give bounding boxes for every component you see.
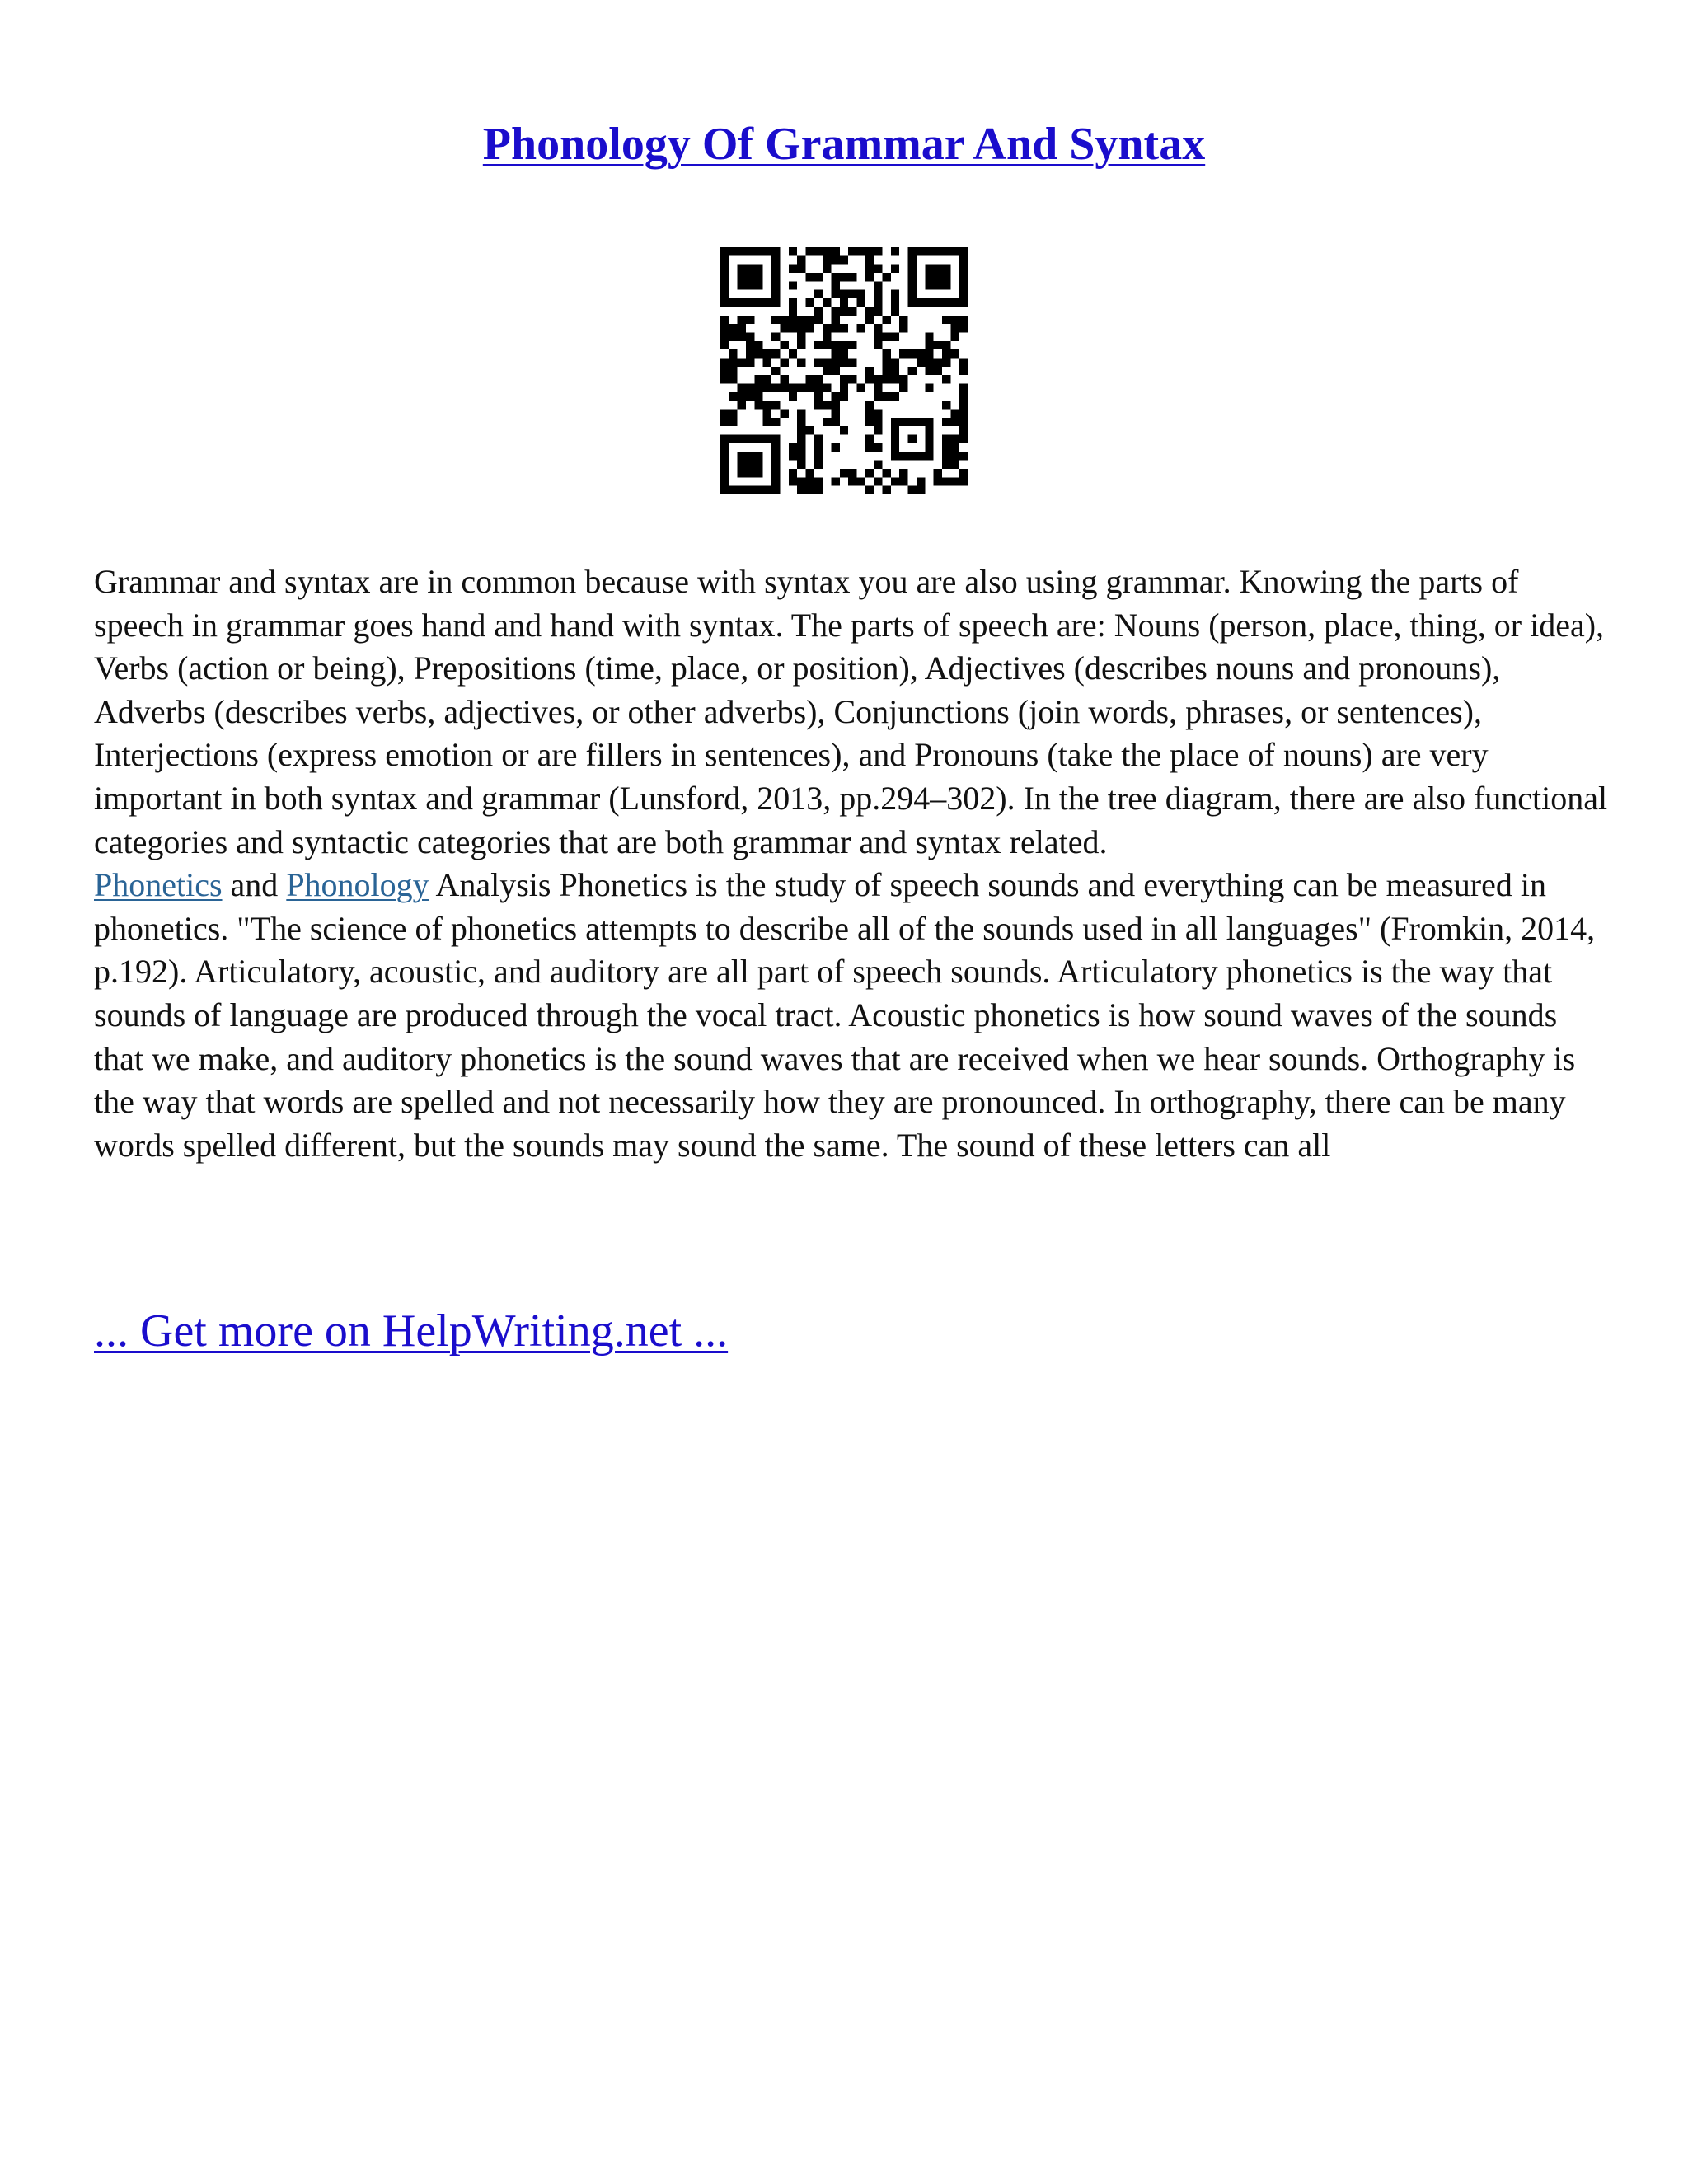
article-body: [94, 560, 1611, 1167]
page-title: [0, 115, 1688, 173]
get-more-link-container: [94, 1302, 728, 1360]
phonetics-link[interactable]: Phonetics: [94, 866, 223, 904]
connector-text: and: [222, 866, 287, 904]
paragraph-phonetics-text: Analysis Phonetics is the study of speech sounds and everything can be measured in phonetics. "The science of phonetics attempts to describe all of the sounds used in all languages" (Fromkin, 2014, p.192). Articulatory, acoustic, and auditory are all part of speech sounds. Articulatory phonetics is the way that sounds of language are produced through the vocal tract. Acoustic phonetics is how sound waves of the sounds that we make, and auditory phonetics is the sound waves that are received when we hear sounds. Orthography is the way that words are spelled and not necessarily how they are pronounced. In orthography, there can be many words spelled different, but the sounds may sound the same. The sound of these letters can all: [94, 866, 1596, 1164]
paragraph-grammar-syntax: Grammar and syntax are in common because with syntax you are also using grammar. Knowing the parts of speech in grammar goes hand and hand with syntax. The parts of speech are: Nouns (person, place, thing, or idea), Verbs (action or being), Prepositions (time, place, or position), Adjectives (describes nouns and pronouns), Adverbs (describes verbs, adjectives, or other adverbs), Conjunctions (join words, phrases, or sentences), Interjections (express emotion or are fillers in sentences), and Pronouns (take the place of nouns) are very important in both syntax and grammar (Lunsford, 2013, pp.294–302). In the tree diagram, there are also functional categories and syntactic categories that are both grammar and syntax related.: [94, 563, 1608, 860]
phonology-link[interactable]: Phonology: [286, 866, 429, 904]
qr-code-image: [720, 247, 968, 494]
get-more-link[interactable]: ... Get more on HelpWriting.net ...: [94, 1305, 729, 1357]
paragraph-phonetics: [94, 864, 1611, 1167]
title-link[interactable]: Phonology Of Grammar And Syntax: [482, 119, 1206, 170]
